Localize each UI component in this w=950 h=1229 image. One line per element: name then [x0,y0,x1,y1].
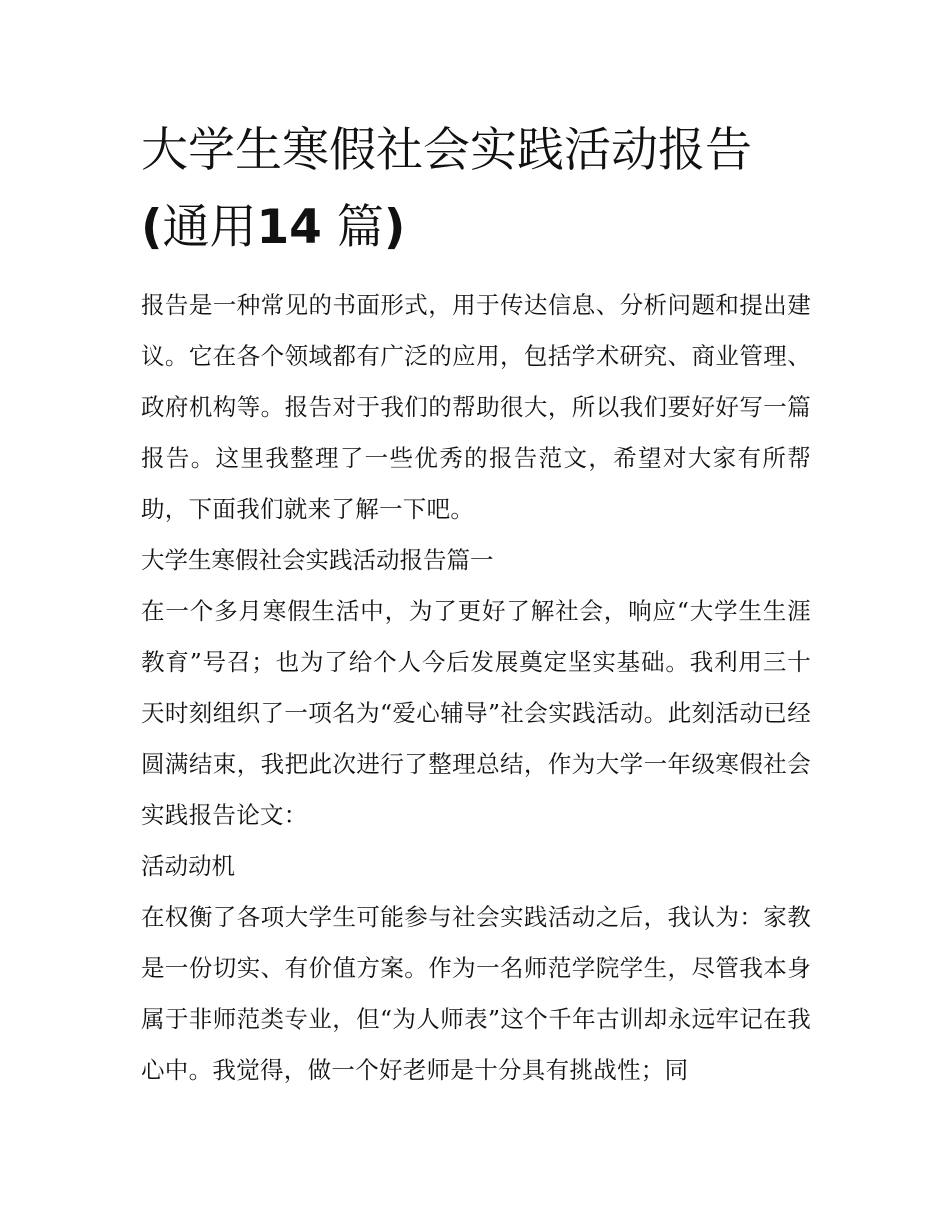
title-prefix: 通用 [162,200,257,255]
document-content [141,112,811,1096]
title-line-2 [141,189,811,266]
document-title [141,112,811,266]
section1-paragraph-1: 在一个多月寒假生活中，为了更好了解社会，响应“大学生生涯教育”号召；也为了给个人今后发展奠定坚实基础。我利用三十天时刻组织了一项名为“爱心辅导”社会实践活动。此刻活动已经圆满结束，我把此次进行了整理总结，作为大学一年级寒假社会实践报告论文： [141,597,811,829]
subheading-motivation: 活动动机 [141,852,235,880]
intro-paragraph: 报告是一种常见的书面形式，用于传达信息、分析问题和提出建议。它在各个领域都有广泛的应用，包括学术研究、商业管理、政府机构等。报告对于我们的帮助很大，所以我们要好好写一篇报告。这里我整理了一些优秀的报告范文，希望对大家有所帮助，下面我们就来了解一下吧。 [141,291,811,523]
title-open-paren: ( [141,200,163,255]
title-close-paren: ) [383,200,406,255]
title-number: 14 [256,200,322,255]
title-suffix: 篇 [336,200,384,255]
document-body [141,280,811,1096]
title-line-1: 大学生寒假社会实践活动报告 [141,123,752,178]
section-heading-1: 大学生寒假社会实践活动报告篇一 [141,546,494,574]
section1-paragraph-2: 在权衡了各项大学生可能参与社会实践活动之后，我认为：家教是一份切实、有价值方案。作为一名师范学院学生，尽管我本身属于非师范类专业，但“为人师表”这个千年古训却永远牢记在我心中。我觉得，做一个好老师是十分具有挑战性；同 [141,903,811,1084]
